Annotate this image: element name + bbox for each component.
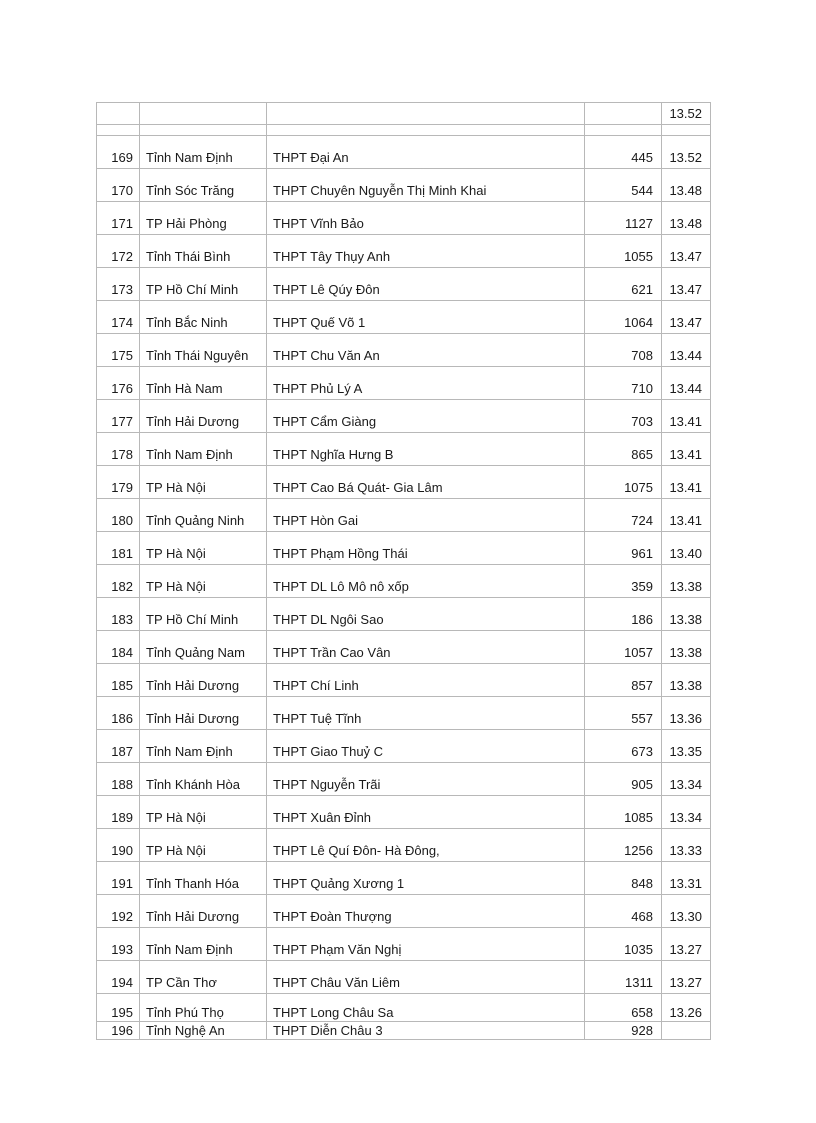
cell-province: Tỉnh Thanh Hóa xyxy=(140,862,267,895)
cell-num: 192 xyxy=(97,895,140,928)
cell-province: Tỉnh Nam Định xyxy=(140,433,267,466)
cell-num: 180 xyxy=(97,499,140,532)
cell-count xyxy=(585,103,662,125)
cell-num: 194 xyxy=(97,961,140,994)
cell-school: THPT Giao Thuỷ C xyxy=(267,730,585,763)
cell-province: TP Hà Nội xyxy=(140,565,267,598)
cell-count: 724 xyxy=(585,499,662,532)
school-ranking-table xyxy=(96,102,711,1040)
cell-count: 857 xyxy=(585,664,662,697)
cell-num xyxy=(97,125,140,136)
cell-count: 961 xyxy=(585,532,662,565)
table-row xyxy=(97,961,711,994)
cell-province xyxy=(140,103,267,125)
table-row xyxy=(97,169,711,202)
cell-num: 188 xyxy=(97,763,140,796)
table-row xyxy=(97,994,711,1022)
cell-province: TP Cần Thơ xyxy=(140,961,267,994)
cell-score: 13.41 xyxy=(662,400,711,433)
cell-province: Tỉnh Khánh Hòa xyxy=(140,763,267,796)
cell-num: 178 xyxy=(97,433,140,466)
table-row xyxy=(97,565,711,598)
cell-school: THPT Tây Thụy Anh xyxy=(267,235,585,268)
cell-province: Tỉnh Hải Dương xyxy=(140,664,267,697)
cell-num: 189 xyxy=(97,796,140,829)
cell-count: 186 xyxy=(585,598,662,631)
cell-count: 673 xyxy=(585,730,662,763)
cell-province: Tỉnh Nam Định xyxy=(140,136,267,169)
cell-score: 13.41 xyxy=(662,466,711,499)
cell-score: 13.31 xyxy=(662,862,711,895)
cell-province: Tỉnh Thái Bình xyxy=(140,235,267,268)
cell-num: 191 xyxy=(97,862,140,895)
cell-school: THPT Diễn Châu 3 xyxy=(267,1022,585,1040)
cell-score: 13.30 xyxy=(662,895,711,928)
cell-school: THPT Xuân Đỉnh xyxy=(267,796,585,829)
cell-province: Tỉnh Hải Dương xyxy=(140,895,267,928)
cell-count: 1057 xyxy=(585,631,662,664)
cell-score: 13.26 xyxy=(662,994,711,1022)
cell-num: 174 xyxy=(97,301,140,334)
cell-count: 1127 xyxy=(585,202,662,235)
cell-score: 13.38 xyxy=(662,664,711,697)
cell-school: THPT Nguyễn Trãi xyxy=(267,763,585,796)
cell-count: 468 xyxy=(585,895,662,928)
cell-count: 1055 xyxy=(585,235,662,268)
cell-school: THPT Đoàn Thượng xyxy=(267,895,585,928)
cell-score xyxy=(662,1022,711,1040)
table-row xyxy=(97,796,711,829)
cell-count: 445 xyxy=(585,136,662,169)
table-row xyxy=(97,136,711,169)
cell-school: THPT Đại An xyxy=(267,136,585,169)
table-row xyxy=(97,400,711,433)
table-row xyxy=(97,697,711,730)
cell-province: Tỉnh Nam Định xyxy=(140,928,267,961)
table-row xyxy=(97,202,711,235)
cell-count: 1064 xyxy=(585,301,662,334)
cell-school: THPT Quế Võ 1 xyxy=(267,301,585,334)
cell-province: TP Hải Phòng xyxy=(140,202,267,235)
cell-score: 13.40 xyxy=(662,532,711,565)
table-row xyxy=(97,763,711,796)
cell-num: 179 xyxy=(97,466,140,499)
cell-num: 172 xyxy=(97,235,140,268)
cell-num: 193 xyxy=(97,928,140,961)
cell-num: 185 xyxy=(97,664,140,697)
cell-count: 1035 xyxy=(585,928,662,961)
cell-province: Tỉnh Thái Nguyên xyxy=(140,334,267,367)
cell-score: 13.34 xyxy=(662,796,711,829)
table-row xyxy=(97,862,711,895)
cell-score: 13.52 xyxy=(662,103,711,125)
table-row xyxy=(97,499,711,532)
cell-province: Tỉnh Hải Dương xyxy=(140,697,267,730)
cell-num: 190 xyxy=(97,829,140,862)
cell-count: 905 xyxy=(585,763,662,796)
cell-num: 177 xyxy=(97,400,140,433)
cell-num: 186 xyxy=(97,697,140,730)
table-row xyxy=(97,1022,711,1040)
cell-school: THPT Quảng Xương 1 xyxy=(267,862,585,895)
cell-count: 658 xyxy=(585,994,662,1022)
table-row xyxy=(97,466,711,499)
cell-score: 13.41 xyxy=(662,433,711,466)
cell-province: Tỉnh Hà Nam xyxy=(140,367,267,400)
cell-num xyxy=(97,103,140,125)
cell-count: 557 xyxy=(585,697,662,730)
cell-score: 13.38 xyxy=(662,598,711,631)
cell-school: THPT Chu Văn An xyxy=(267,334,585,367)
table-row xyxy=(97,334,711,367)
table-row-continuation xyxy=(97,103,711,125)
table-row xyxy=(97,532,711,565)
cell-score: 13.27 xyxy=(662,928,711,961)
cell-count: 1256 xyxy=(585,829,662,862)
cell-score: 13.47 xyxy=(662,268,711,301)
cell-province: TP Hà Nội xyxy=(140,829,267,862)
cell-school: THPT Lê Qúy Đôn xyxy=(267,268,585,301)
cell-school xyxy=(267,125,585,136)
cell-province: TP Hồ Chí Minh xyxy=(140,268,267,301)
cell-score: 13.35 xyxy=(662,730,711,763)
cell-province: TP Hà Nội xyxy=(140,466,267,499)
cell-score: 13.48 xyxy=(662,202,711,235)
cell-score: 13.52 xyxy=(662,136,711,169)
table-row xyxy=(97,829,711,862)
cell-province: TP Hà Nội xyxy=(140,796,267,829)
cell-province xyxy=(140,125,267,136)
cell-province: Tỉnh Nam Định xyxy=(140,730,267,763)
cell-score: 13.47 xyxy=(662,235,711,268)
table-row xyxy=(97,268,711,301)
cell-score xyxy=(662,125,711,136)
cell-num: 169 xyxy=(97,136,140,169)
cell-school xyxy=(267,103,585,125)
cell-province: Tỉnh Sóc Trăng xyxy=(140,169,267,202)
table-row-spacer xyxy=(97,125,711,136)
cell-count: 621 xyxy=(585,268,662,301)
cell-school: THPT Tuệ Tĩnh xyxy=(267,697,585,730)
cell-count: 708 xyxy=(585,334,662,367)
table-row xyxy=(97,664,711,697)
cell-province: TP Hà Nội xyxy=(140,532,267,565)
cell-count: 848 xyxy=(585,862,662,895)
cell-count: 703 xyxy=(585,400,662,433)
cell-num: 187 xyxy=(97,730,140,763)
cell-province: Tỉnh Quảng Nam xyxy=(140,631,267,664)
cell-school: THPT Lê Quí Đôn- Hà Đông, xyxy=(267,829,585,862)
cell-count: 928 xyxy=(585,1022,662,1040)
cell-count xyxy=(585,125,662,136)
cell-score: 13.41 xyxy=(662,499,711,532)
cell-score: 13.44 xyxy=(662,334,711,367)
table-row xyxy=(97,895,711,928)
cell-province: Tỉnh Phú Thọ xyxy=(140,994,267,1022)
cell-school: THPT Châu Văn Liêm xyxy=(267,961,585,994)
cell-school: THPT Phạm Văn Nghị xyxy=(267,928,585,961)
cell-school: THPT Chuyên Nguyễn Thị Minh Khai xyxy=(267,169,585,202)
cell-count: 1075 xyxy=(585,466,662,499)
cell-count: 1311 xyxy=(585,961,662,994)
table-row xyxy=(97,598,711,631)
cell-province: Tỉnh Nghệ An xyxy=(140,1022,267,1040)
cell-num: 184 xyxy=(97,631,140,664)
table-row xyxy=(97,235,711,268)
cell-school: THPT DL Ngôi Sao xyxy=(267,598,585,631)
cell-score: 13.33 xyxy=(662,829,711,862)
cell-num: 182 xyxy=(97,565,140,598)
cell-school: THPT Trần Cao Vân xyxy=(267,631,585,664)
cell-num: 170 xyxy=(97,169,140,202)
cell-school: THPT Cẩm Giàng xyxy=(267,400,585,433)
cell-num: 181 xyxy=(97,532,140,565)
cell-province: TP Hồ Chí Minh xyxy=(140,598,267,631)
cell-province: Tỉnh Hải Dương xyxy=(140,400,267,433)
table-row xyxy=(97,631,711,664)
table-row xyxy=(97,928,711,961)
cell-count: 1085 xyxy=(585,796,662,829)
cell-count: 710 xyxy=(585,367,662,400)
cell-school: THPT Phủ Lý A xyxy=(267,367,585,400)
cell-score: 13.44 xyxy=(662,367,711,400)
cell-school: THPT DL Lô Mô nô xốp xyxy=(267,565,585,598)
cell-count: 544 xyxy=(585,169,662,202)
table-row xyxy=(97,367,711,400)
cell-score: 13.36 xyxy=(662,697,711,730)
cell-num: 183 xyxy=(97,598,140,631)
cell-school: THPT Long Châu Sa xyxy=(267,994,585,1022)
cell-school: THPT Vĩnh Bảo xyxy=(267,202,585,235)
cell-school: THPT Chí Linh xyxy=(267,664,585,697)
cell-count: 865 xyxy=(585,433,662,466)
school-ranking-table-sheet xyxy=(96,102,710,1040)
cell-province: Tỉnh Quảng Ninh xyxy=(140,499,267,532)
cell-score: 13.47 xyxy=(662,301,711,334)
cell-num: 195 xyxy=(97,994,140,1022)
cell-num: 175 xyxy=(97,334,140,367)
cell-score: 13.38 xyxy=(662,631,711,664)
cell-school: THPT Phạm Hồng Thái xyxy=(267,532,585,565)
cell-school: THPT Cao Bá Quát- Gia Lâm xyxy=(267,466,585,499)
cell-score: 13.27 xyxy=(662,961,711,994)
table-row xyxy=(97,301,711,334)
cell-score: 13.34 xyxy=(662,763,711,796)
cell-count: 359 xyxy=(585,565,662,598)
cell-score: 13.38 xyxy=(662,565,711,598)
cell-province: Tỉnh Bắc Ninh xyxy=(140,301,267,334)
table-row xyxy=(97,433,711,466)
cell-num: 176 xyxy=(97,367,140,400)
cell-school: THPT Hòn Gai xyxy=(267,499,585,532)
cell-num: 196 xyxy=(97,1022,140,1040)
cell-score: 13.48 xyxy=(662,169,711,202)
cell-num: 171 xyxy=(97,202,140,235)
cell-num: 173 xyxy=(97,268,140,301)
cell-school: THPT Nghĩa Hưng B xyxy=(267,433,585,466)
table-row xyxy=(97,730,711,763)
